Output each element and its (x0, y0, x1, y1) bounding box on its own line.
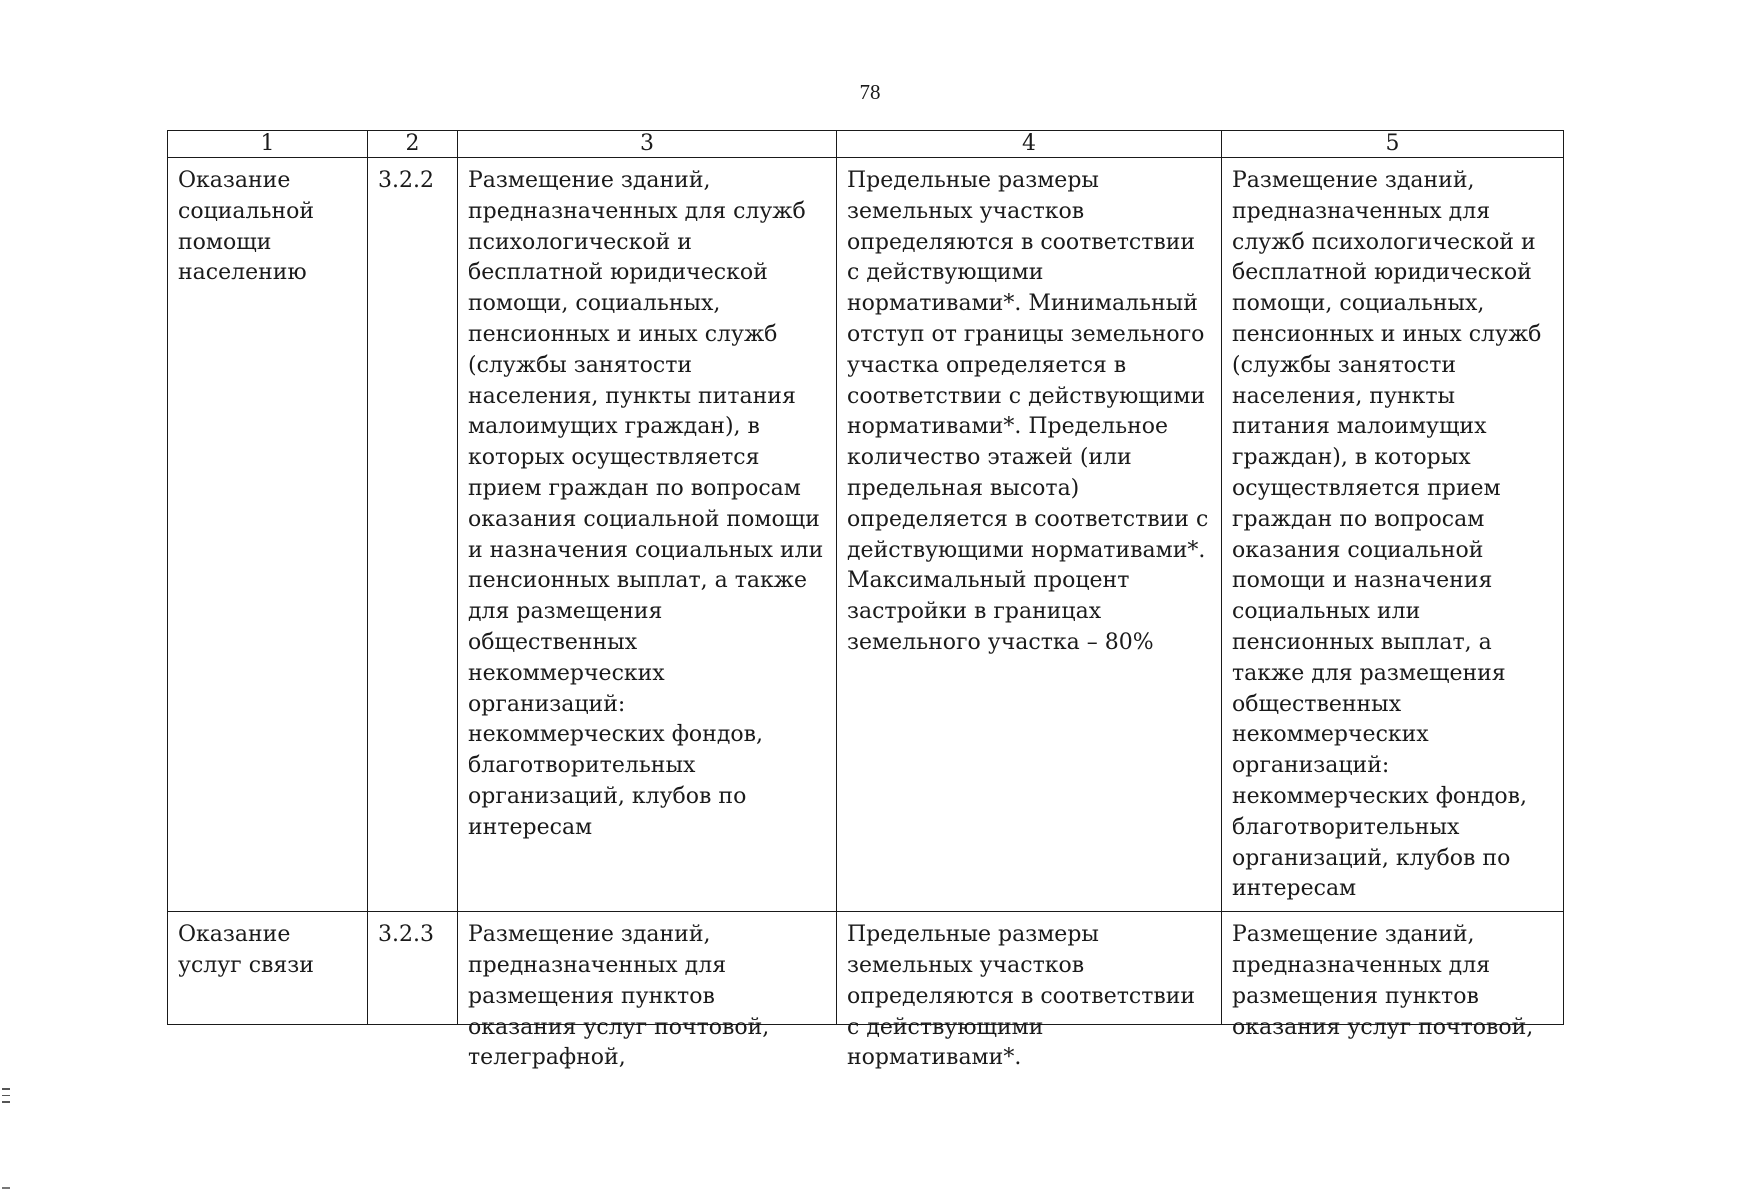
use-type-description: Размещение зданий, предназначенных для служб психологической и бесплатной юридической помощи, социальных, пенсионных и иных служб (службы занятости населения, пункты питания малоимущих граждан), в которых осуществляется прием граждан по вопросам оказания социальной помощи и назначения социальных или пенсионных выплат, а также для размещения общественных некоммерческих организаций: некоммерческих фондов, благотворительных организаций, клубов по интересам (458, 158, 837, 912)
use-type-name (168, 912, 368, 1025)
column-header-2: 2 (368, 131, 458, 158)
column-header-5: 5 (1222, 131, 1564, 158)
use-type-name: Оказание социальной помощи населению (168, 158, 368, 912)
land-use-table (167, 130, 1564, 1071)
use-type-name-text: Оказание услуг связи (178, 922, 314, 978)
table-row (168, 158, 1564, 912)
scan-margin-marks (2, 1088, 10, 1108)
permitted-use-text: Размещение зданий, предназначенных для служб психологической и бесплатной юридической помощи, социальных, пенсионных и иных служб (службы занятости населения, пункты питания малоимущих граждан), в которых осуществляется прием граждан по вопросам оказания социальной помощи и назначения социальных или пенсионных выплат, а также для размещения общественных некоммерческих организаций: некоммерческих фондов, благотворительных организаций, клубов по интересам (1222, 158, 1564, 912)
building-parameters: Предельные размеры земельных участков определяются в соответствии с действующими нормативами*. Минимальный отступ от границы земельного участка определяется в соответствии с действующими нормативами*. Предельное количество этажей (или предельная высота) определяется в соответствии с действующими нормативами*. Максимальный процент застройки в границах земельного участка – 80% (837, 158, 1222, 912)
page-number: 78 (859, 80, 881, 104)
table-row (168, 912, 1564, 1025)
permitted-use-text-inner: Размещение зданий, предназначенных для размещения пунктов оказания услуг почтовой, (1232, 922, 1534, 1040)
use-type-description-text: Размещение зданий, предназначенных для размещения пунктов оказания услуг почтовой, телеграфной, (468, 922, 770, 1071)
building-parameters (837, 912, 1222, 1071)
use-type-code-text: 3.2.3 (378, 922, 434, 948)
scan-margin-mark-bottom (2, 1187, 10, 1189)
column-header-1: 1 (168, 131, 368, 158)
table-header-row (168, 131, 1564, 158)
column-header-4: 4 (837, 131, 1222, 158)
permitted-use-text (1222, 912, 1564, 1040)
column-header-3: 3 (458, 131, 837, 158)
use-type-description (458, 912, 837, 1071)
use-type-code (368, 912, 458, 1025)
use-type-code: 3.2.2 (368, 158, 458, 912)
building-parameters-text: Предельные размеры земельных участков определяются в соответствии с действующими нормативами*. (847, 922, 1196, 1071)
